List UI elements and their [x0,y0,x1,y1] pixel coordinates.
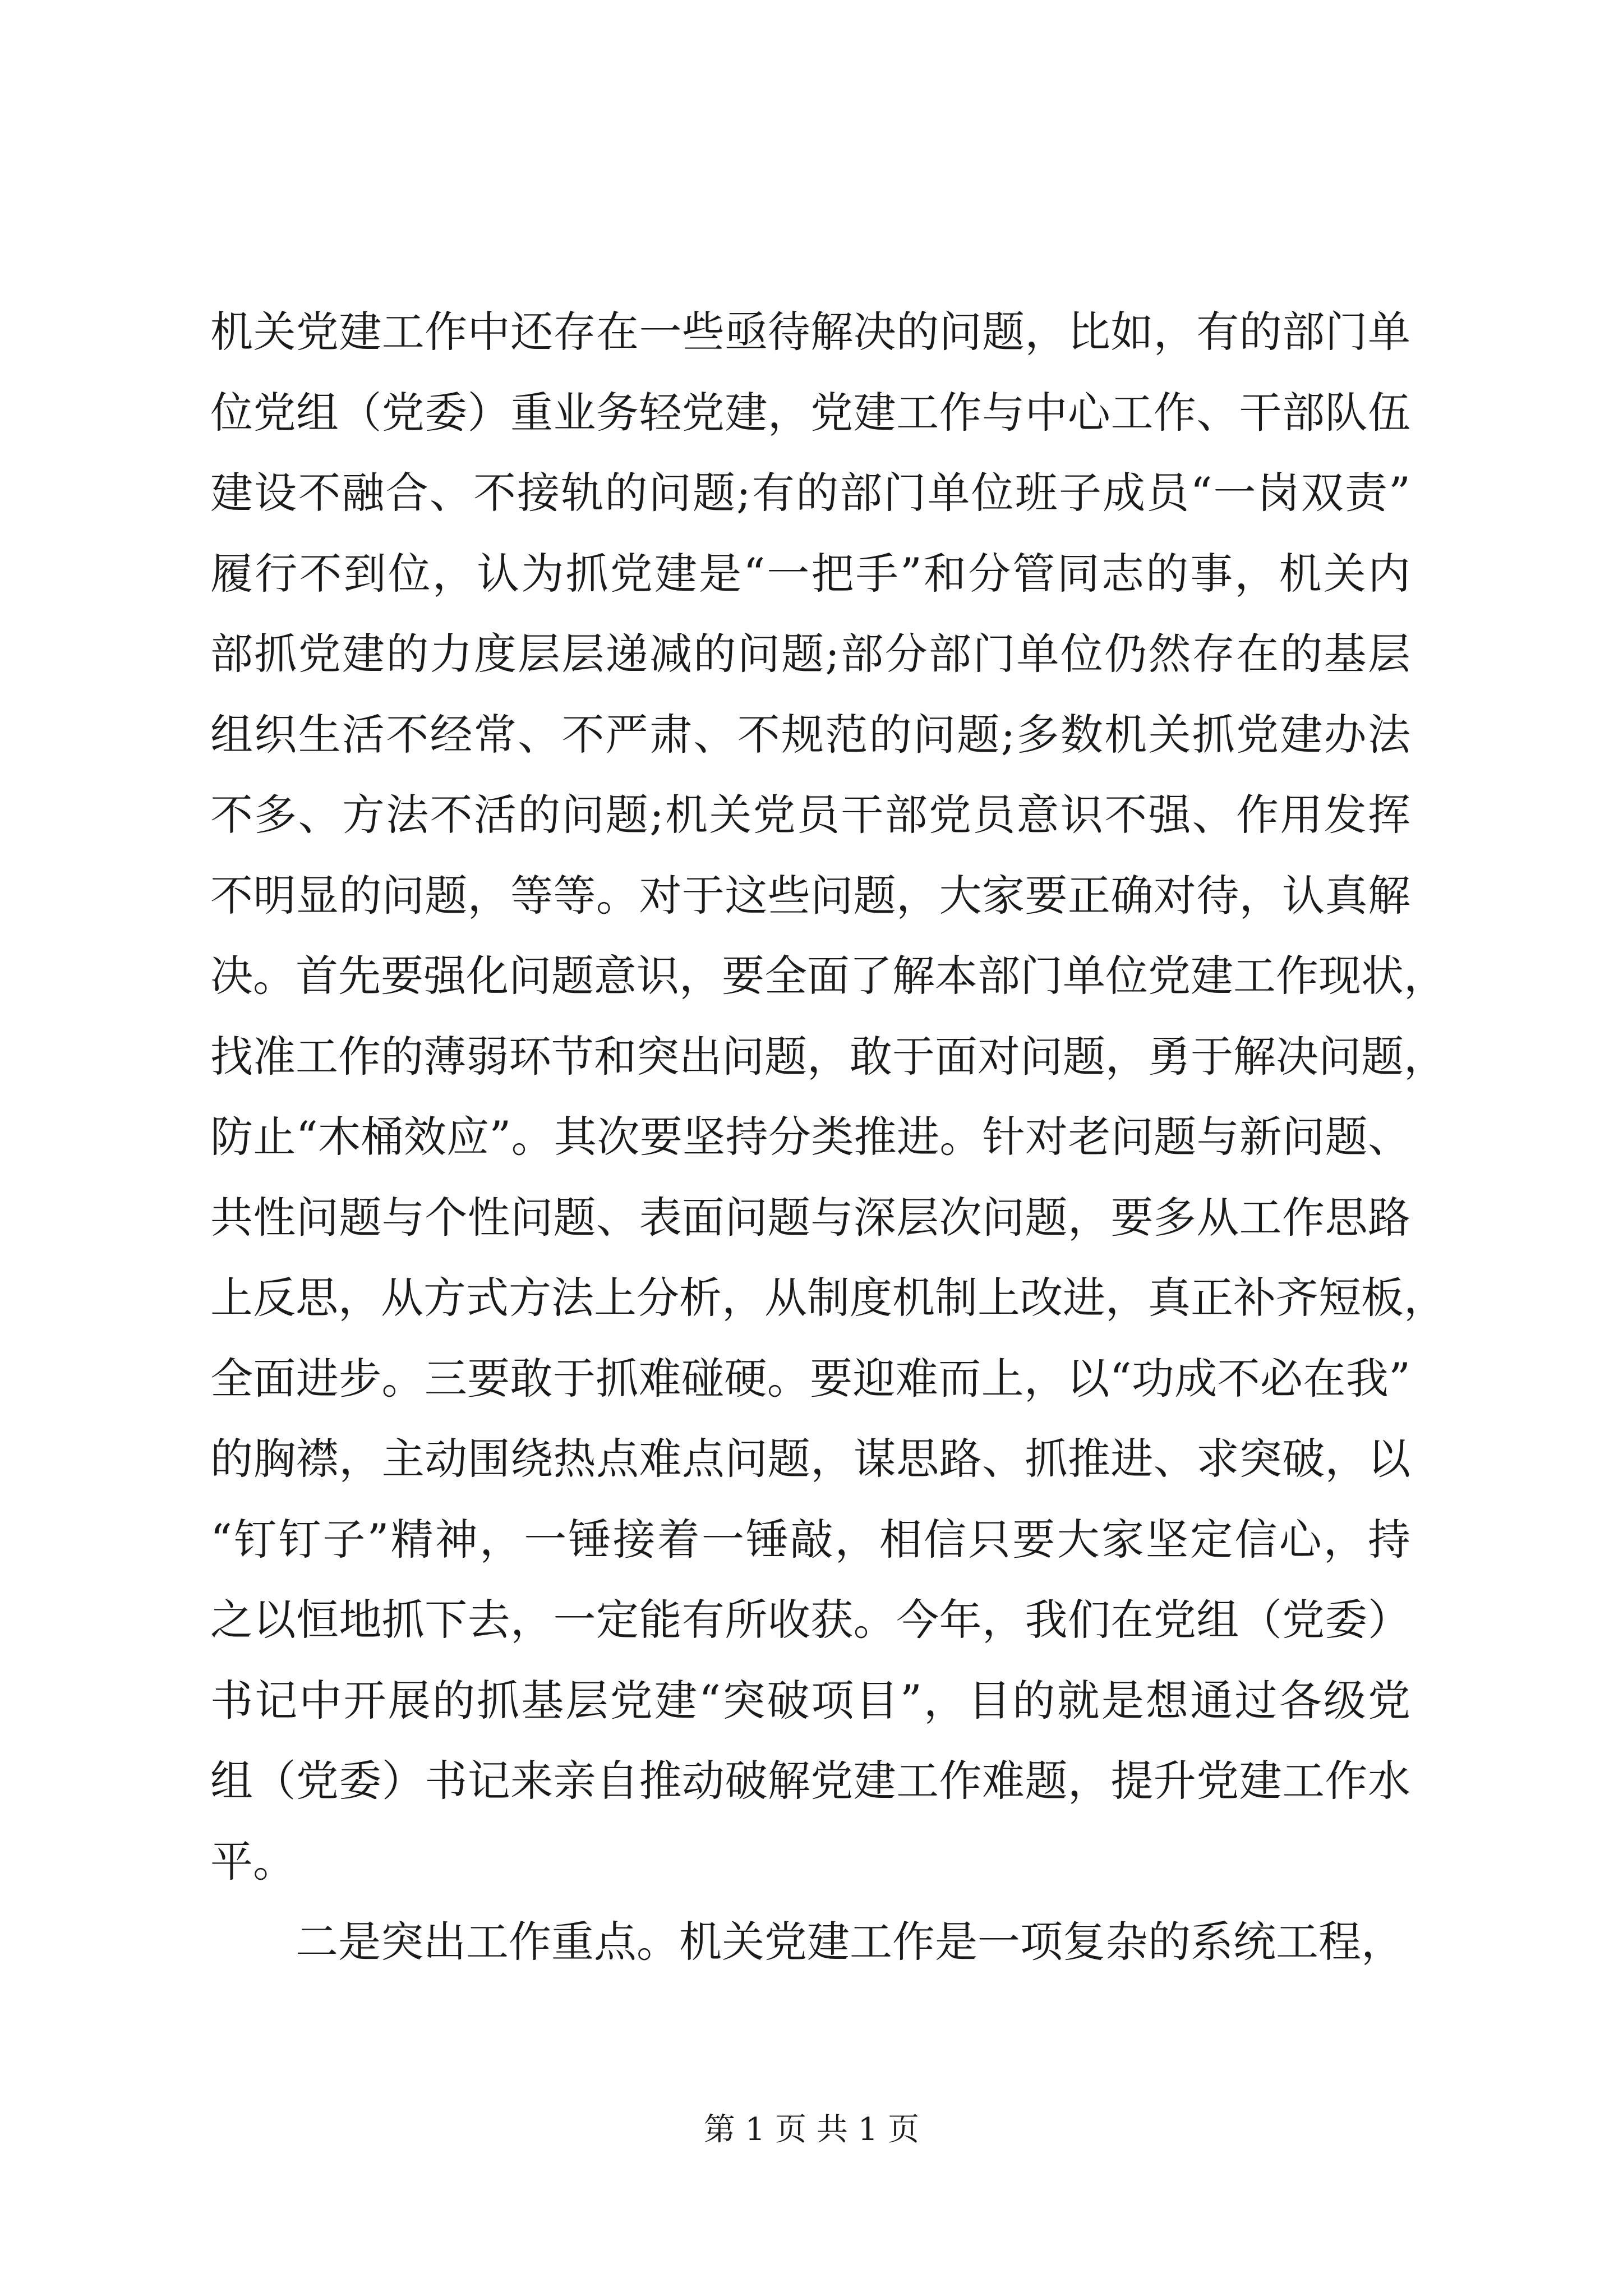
text-line: 的胸襟，主动围绕热点难点问题，谋思路、抓推进、求突破，以 [210,1434,1410,1484]
text-line: 决。首先要强化问题意识，要全面了解本部门单位党建工作现状， [210,951,1446,1001]
text-line: 上反思，从方式方法上分析，从制度机制上改进，真正补齐短板， [210,1273,1446,1323]
text-line: 全面进步。三要敢于抓难碰硬。要迎难而上，以“功成不必在我” [210,1353,1410,1404]
text-line: 不多、方法不活的问题;机关党员干部党员意识不强、作用发挥 [210,790,1410,840]
text-line: 组（党委）书记来亲自推动破解党建工作难题，提升党建工作水 [210,1756,1410,1806]
text-line: 建设不融合、不接轨的问题;有的部门单位班子成员“一岗双责” [210,468,1410,518]
text-line: 书记中开展的抓基层党建“突破项目”，目的就是想通过各级党 [210,1675,1410,1726]
text-line: 平。 [210,1836,296,1887]
page-footer [0,2105,1623,2150]
text-line: 机关党建工作中还存在一些亟待解决的问题，比如，有的部门单 [210,307,1410,357]
text-line: 组织生活不经常、不严肃、不规范的问题;多数机关抓党建办法 [210,709,1410,760]
text-line: 履行不到位，认为抓党建是“一把手”和分管同志的事，机关内 [210,548,1410,599]
text-line: 位党组（党委）重业务轻党建，党建工作与中心工作、干部队伍 [210,387,1410,438]
paragraph-start-line: 二是突出工作重点。机关党建工作是一项复杂的系统工程， [296,1917,1404,1967]
text-line: 之以恒地抓下去，一定能有所收获。今年，我们在党组（党委） [210,1595,1410,1645]
page-number-label: 第 1 页 共 1 页 [703,2111,920,2148]
text-line: 找准工作的薄弱环节和突出问题，敢于面对问题，勇于解决问题， [210,1031,1446,1082]
text-line: 共性问题与个性问题、表面问题与深层次问题，要多从工作思路 [210,1192,1410,1243]
text-line: 部抓党建的力度层层递减的问题;部分部门单位仍然存在的基层 [210,629,1410,679]
text-line: “钉钉子”精神，一锤接着一锤敲，相信只要大家坚定信心，持 [210,1514,1410,1565]
text-line: 不明显的问题，等等。对于这些问题，大家要正确对待，认真解 [210,870,1410,921]
body-text [210,292,1446,1982]
text-line: 防止“木桶效应”。其次要坚持分类推进。针对老问题与新问题、 [210,1112,1410,1162]
